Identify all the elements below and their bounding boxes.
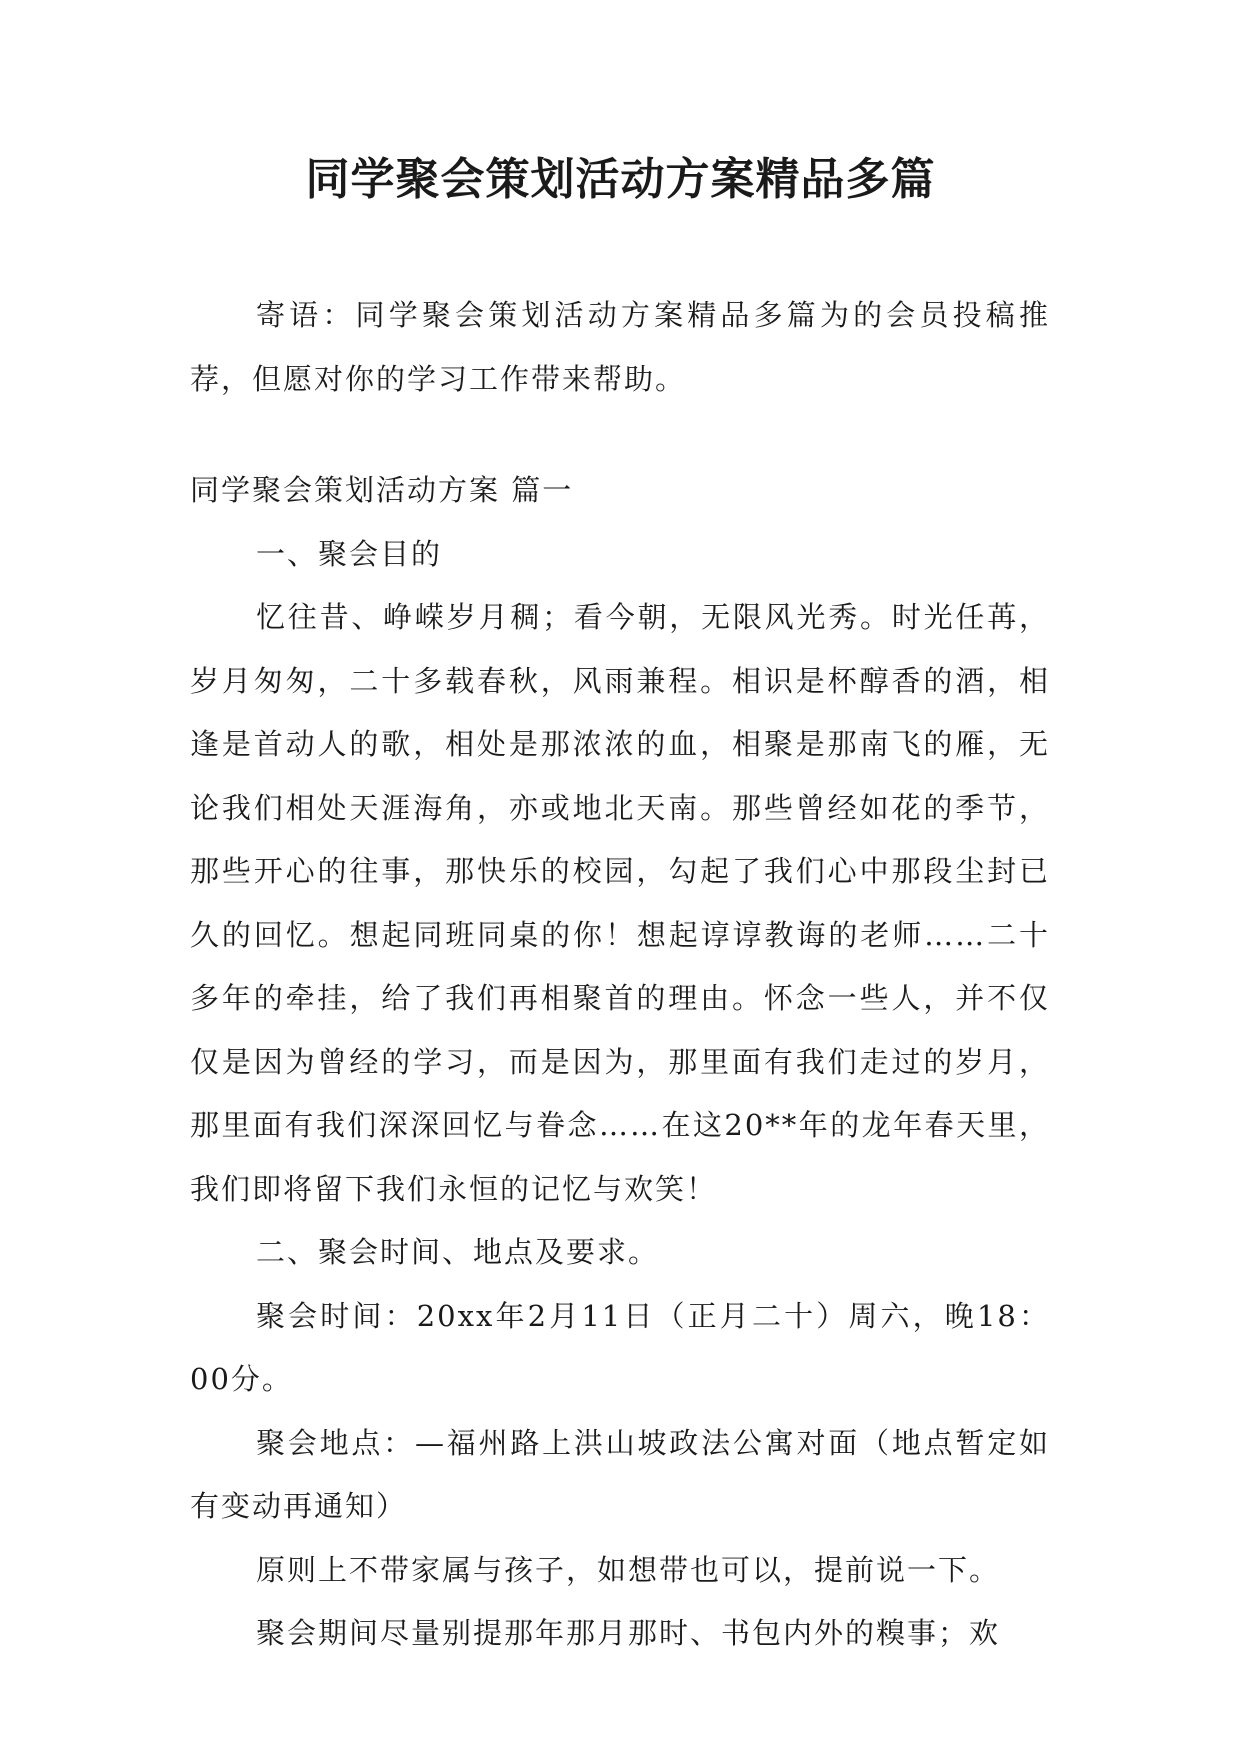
intro-paragraph: 寄语：同学聚会策划活动方案精品多篇为的会员投稿推荐，但愿对你的学习工作带来帮助。 xyxy=(190,298,1050,396)
paragraph-purpose-text: 忆往昔、峥嵘岁月稠；看今朝，无限风光秀。时光任苒，岁月匆匆，二十多载春秋，风雨兼程。相识是杯醇香的酒，相逢是首动人的歌，相处是那浓浓的血，相聚是那南飞的雁，无论我们相处天涯海角，亦或地北天南。那些曾经如花的季节，那些开心的往事，那快乐的校园，勾起了我们心中那段尘封已久的回忆。想起同班同桌的你！想起谆谆教诲的老师……二十多年的牵挂，给了我们再相聚首的理由。怀念一些人，并不仅仅是因为曾经的学习，而是因为，那里面有我们走过的岁月，那里面有我们深深回忆与眷念……在这20**年的龙年春天里，我们即将留下我们永恒的记忆与欢笑！ xyxy=(190,600,1050,1206)
paragraph-time: 聚会时间：20xx年2月11日（正月二十）周六，晚18：00分。 xyxy=(190,1298,1050,1396)
paragraph-heading-purpose: 一、聚会目的 xyxy=(256,536,443,571)
document-title: 同学聚会策划活动方案精品多篇 xyxy=(305,154,936,205)
paragraph-heading-time-place: 二、聚会时间、地点及要求。 xyxy=(256,1235,660,1269)
paragraph-place: 聚会地点：—福州路上洪山坡政法公寓对面（地点暂定如有变动再通知） xyxy=(190,1425,1050,1523)
section-heading: 同学聚会策划活动方案 篇一 xyxy=(190,473,574,507)
paragraph-conduct: 聚会期间尽量别提那年那月那时、书包内外的糗事；欢 xyxy=(256,1616,1001,1650)
document-body xyxy=(190,284,1050,1666)
paragraph-family-rule: 原则上不带家属与孩子，如想带也可以，提前说一下。 xyxy=(256,1552,1001,1587)
spacer xyxy=(190,411,1050,459)
